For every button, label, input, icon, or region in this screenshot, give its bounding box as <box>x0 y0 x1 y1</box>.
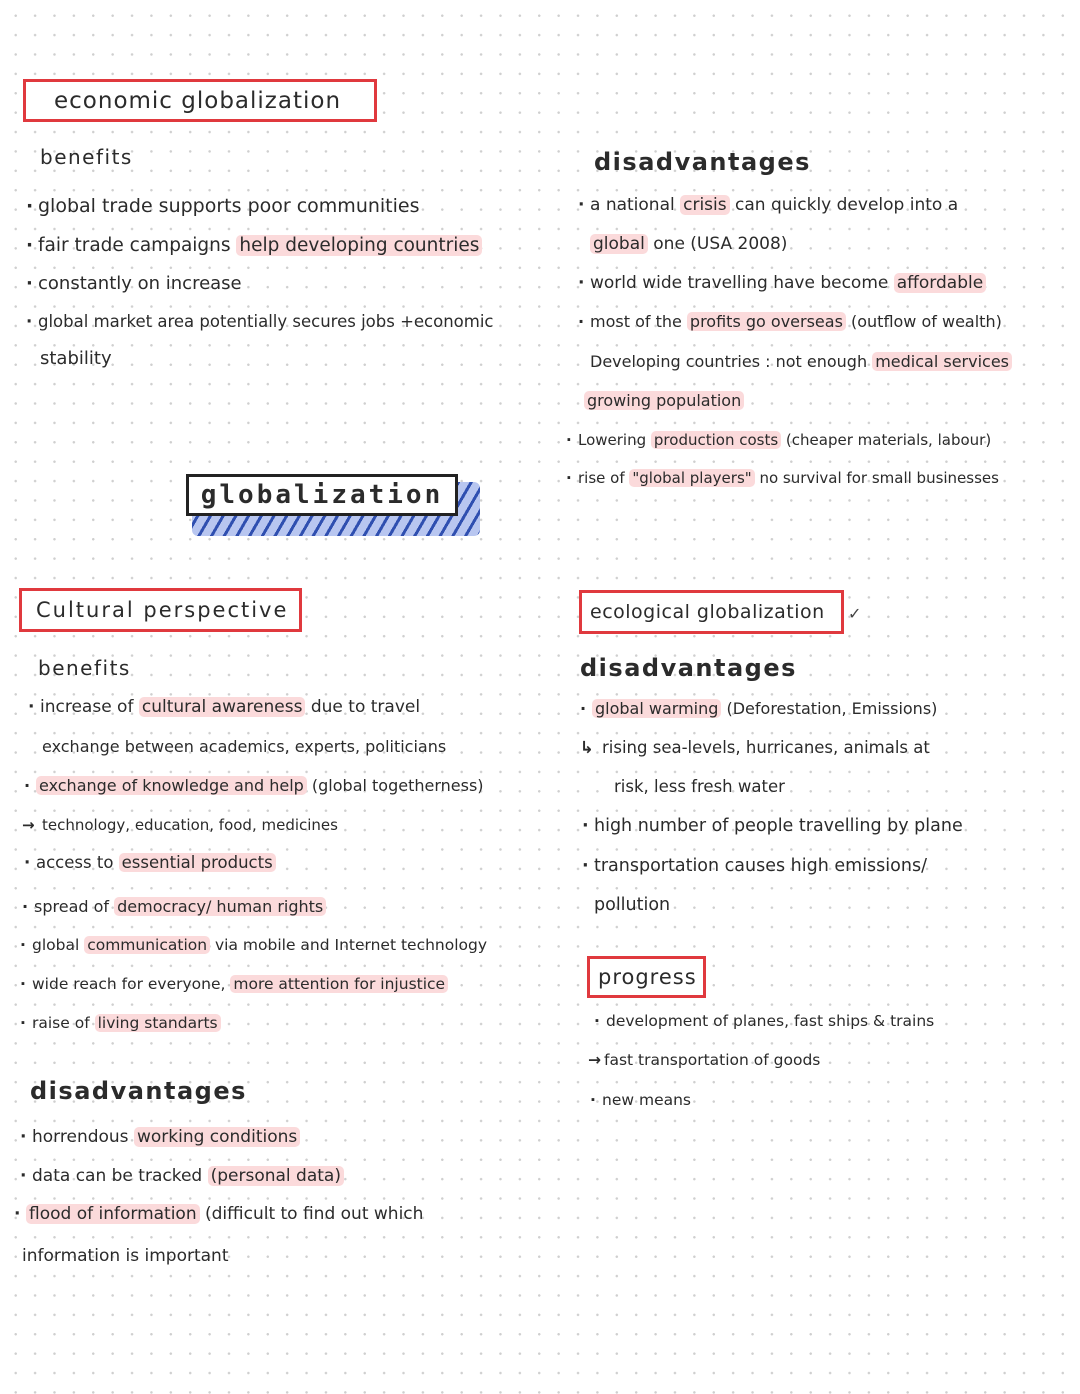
bullet: · <box>26 195 34 217</box>
cultural-benefit-item: · exchange of knowledge and help (global togetherness) <box>24 776 484 795</box>
main-title: globalization <box>186 474 458 516</box>
cultural-benefit-item: · increase of cultural awareness due to travel <box>28 697 421 717</box>
bullet: · <box>26 273 33 294</box>
cultural-heading: Cultural perspective <box>36 598 289 622</box>
ecological-disadvantage-item: · transportation causes high emissions/ <box>582 856 927 876</box>
economic-heading: economic globalization <box>54 87 342 114</box>
cultural-benefit-item: · spread of democracy/ human rights <box>22 894 326 920</box>
ecological-disadvantage-item: pollution <box>594 895 671 915</box>
economic-benefit-item: · constantly on increase <box>26 271 242 297</box>
highlight: help developing countries <box>236 235 482 256</box>
economic-disadvantage-item: · world wide travelling have become affordable <box>578 270 986 296</box>
cultural-disadvantage-item: information is important <box>22 1246 229 1266</box>
progress-item: · new means <box>590 1091 691 1109</box>
cultural-disadvantage-item: · data can be tracked (personal data) <box>20 1163 344 1189</box>
cultural-benefit-item: · access to essential products <box>24 850 276 876</box>
main-title-wrap <box>186 474 480 536</box>
cultural-heading-box <box>19 588 302 632</box>
economic-benefits-label: benefits <box>40 145 133 169</box>
economic-disadvantage-item: growing population <box>572 388 744 414</box>
ecological-heading-box <box>579 590 844 634</box>
cultural-benefits-label: benefits <box>38 656 131 680</box>
bullet: · <box>26 235 34 256</box>
progress-heading-box <box>587 956 706 998</box>
ecological-disadvantages-label: disadvantages <box>580 654 797 682</box>
cultural-benefit-item: exchange between academics, experts, politicians <box>42 737 447 756</box>
cultural-disadvantages-label: disadvantages <box>30 1077 247 1105</box>
economic-benefit-item-cont: stability <box>40 348 112 369</box>
economic-disadvantage-item: global one (USA 2008) <box>578 231 787 257</box>
economic-disadvantage-item: · most of the profits go overseas (outflow of wealth) <box>578 312 1002 331</box>
bullet: · <box>26 312 33 331</box>
ecological-disadvantage-item: · global warming (Deforestation, Emissions) <box>580 699 938 718</box>
economic-benefit-item: · fair trade campaigns help developing countries <box>26 233 482 259</box>
check-mark-icon: ✓ <box>848 604 862 623</box>
ecological-disadvantage-item: ↳ rising sea-levels, hurricanes, animals at <box>580 738 930 757</box>
cultural-benefit-item: · global communication via mobile and Internet technology <box>20 936 488 954</box>
cultural-benefit-item: → technology, education, food, medicines <box>22 816 338 834</box>
economic-benefit-item: · global market area potentially secures jobs +economic <box>26 309 494 335</box>
economic-disadvantage-item: · a national crisis can quickly develop into a <box>578 195 959 215</box>
economic-benefit-item: · global trade supports poor communities <box>26 195 420 217</box>
cultural-disadvantage-item: · horrendous working conditions <box>20 1124 300 1150</box>
ecological-disadvantage-item: · high number of people travelling by plane <box>582 816 963 836</box>
cultural-benefit-item: · raise of living standarts <box>20 1010 221 1036</box>
progress-heading: progress <box>598 965 697 989</box>
cultural-disadvantage-item: · flood of information (difficult to find out which <box>14 1204 424 1224</box>
progress-item: · development of planes, fast ships & trains <box>594 1012 935 1030</box>
economic-disadvantage-item: · rise of "global players" no survival for small businesses <box>566 469 999 487</box>
economic-disadvantages-label: disadvantages <box>594 148 811 176</box>
ecological-heading: ecological globalization <box>590 601 825 623</box>
economic-disadvantage-item: Developing countries : not enough medical services <box>578 349 1012 375</box>
progress-item: → fast transportation of goods <box>588 1051 821 1069</box>
ecological-disadvantage-item: risk, less fresh water <box>614 777 785 796</box>
economic-heading-box <box>23 79 377 122</box>
economic-disadvantage-item: · Lowering production costs (cheaper materials, labour) <box>566 431 992 449</box>
cultural-benefit-item: · wide reach for everyone, more attention for injustice <box>20 971 448 997</box>
